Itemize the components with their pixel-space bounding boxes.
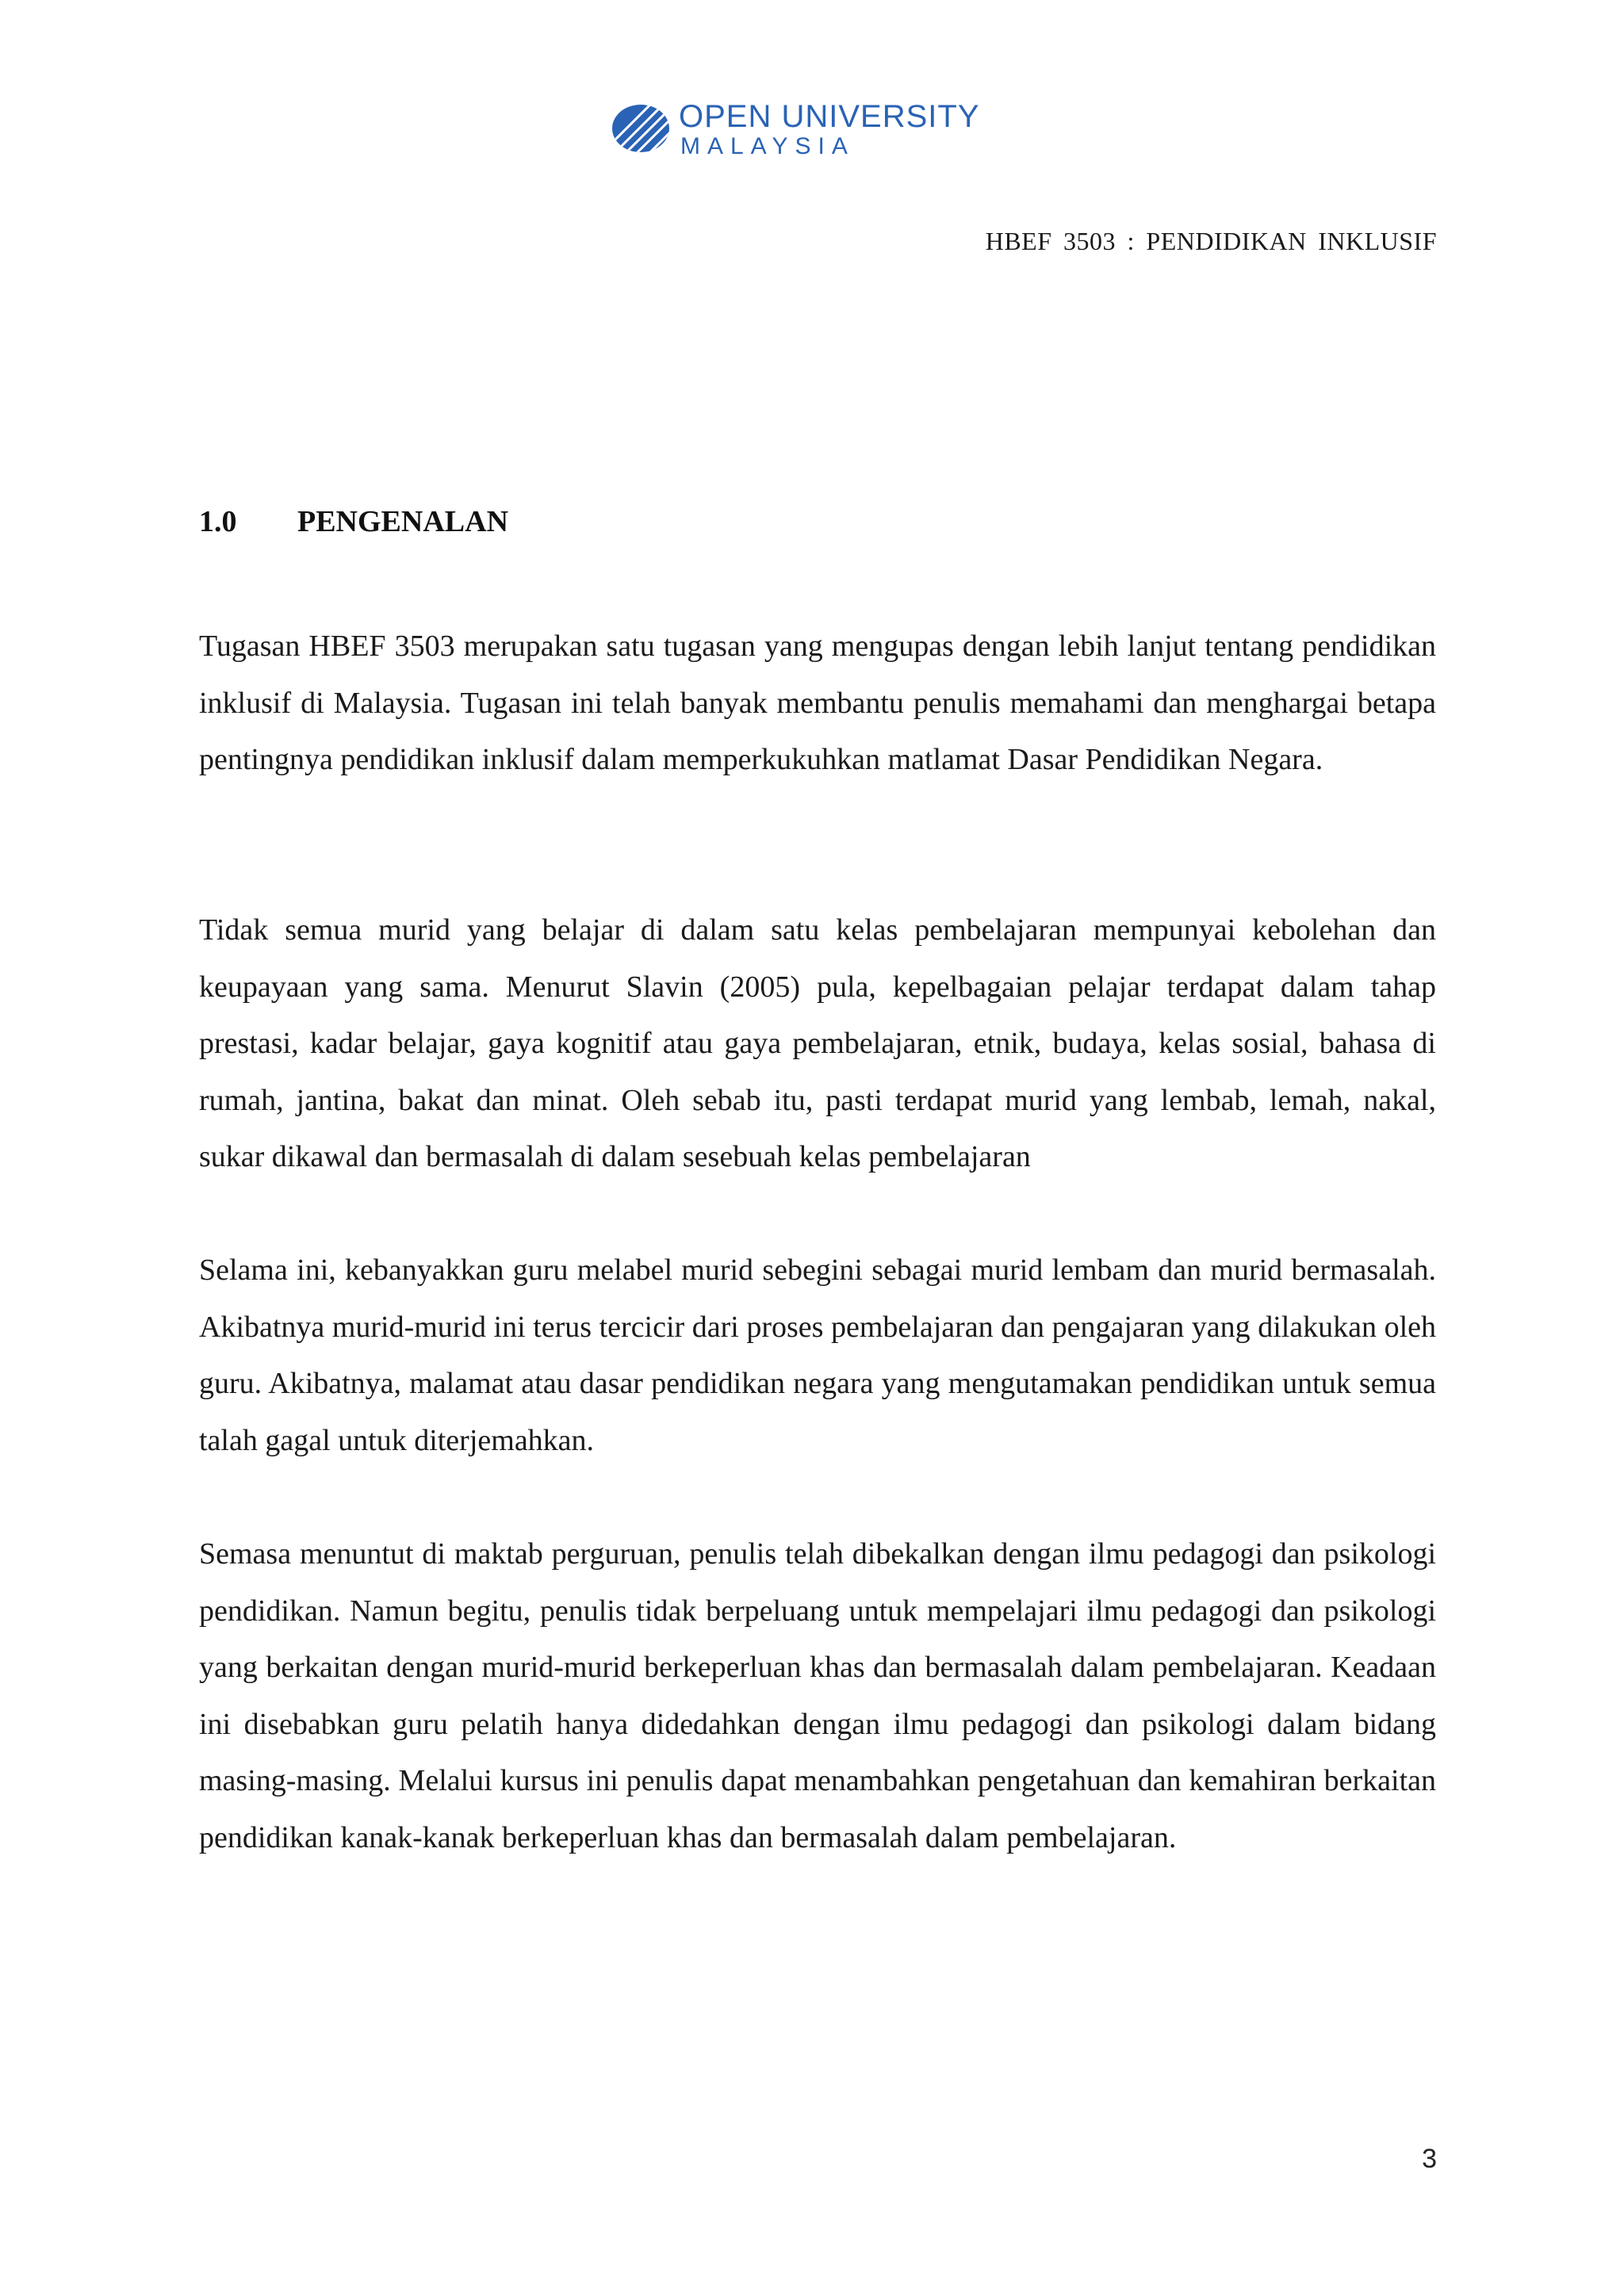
- paragraph-1: [199, 618, 1436, 789]
- section-heading: [199, 504, 508, 539]
- paragraph-text: Tidak semua murid yang belajar di dalam satu kelas pembelajaran mempunyai kebolehan dan keupayaan yang sama. Menurut Slavin (2005) pula, kepelbagaian pelajar terdapat dalam tahap prestasi, kadar belajar, gaya kognitif atau gaya pembelajaran, etnik, budaya, kelas sosial, bahasa di rumah, jantina, bakat dan minat. Oleh sebab itu, pasti terdapat murid yang lembab, lemah, nakal, sukar dikawal dan bermasalah di dalam sesebuah kelas pembelajaran: [199, 913, 1436, 1173]
- page-number: 3: [1422, 2144, 1437, 2174]
- logo-line1: OPEN UNIVERSITY: [679, 99, 980, 134]
- section-number: 1.0: [199, 505, 237, 538]
- running-header: HBEF 3503 : PENDIDIKAN INKLUSIF: [985, 227, 1437, 255]
- university-logo: [611, 97, 1039, 160]
- paragraph-3: [199, 1242, 1436, 1469]
- oum-logo-graphic: [611, 97, 1039, 160]
- paragraph-4: [199, 1526, 1436, 1866]
- paragraph-text: Tugasan HBEF 3503 merupakan satu tugasan yang mengupas dengan lebih lanjut tentang pendidikan inklusif di Malaysia. Tugasan ini telah banyak membantu penulis memahami dan menghargai betapa pentingnya pendidikan inklusif dalam memperkukuhkan matlamat Dasar Pendidikan Negara.: [199, 629, 1436, 776]
- paragraph-2: [199, 902, 1436, 1186]
- section-title: PENGENALAN: [297, 505, 509, 538]
- paragraph-text: Selama ini, kebanyakkan guru melabel murid sebegini sebagai murid lembam dan murid bermasalah. Akibatnya murid-murid ini terus tercicir dari proses pembelajaran dan pengajaran yang dilakukan oleh guru. Akibatnya, malamat atau dasar pendidikan negara yang mengutamakan pendidikan untuk semua talah gagal untuk diterjemahkan.: [199, 1253, 1436, 1457]
- paragraph-text: Semasa menuntut di maktab perguruan, penulis telah dibekalkan dengan ilmu pedagogi dan psikologi pendidikan. Namun begitu, penulis tidak berpeluang untuk mempelajari ilmu pedagogi dan psikologi yang berkaitan dengan murid-murid berkeperluan khas dan bermasalah dalam pembelajaran. Keadaan ini disebabkan guru pelatih hanya didedahkan dengan ilmu pedagogi dan psikologi dalam bidang masing-masing. Melalui kursus ini penulis dapat menambahkan pengetahuan dan kemahiran berkaitan pendidikan kanak-kanak berkeperluan khas dan bermasalah dalam pembelajaran.: [199, 1537, 1436, 1854]
- logo-line2: MALAYSIA: [680, 133, 855, 159]
